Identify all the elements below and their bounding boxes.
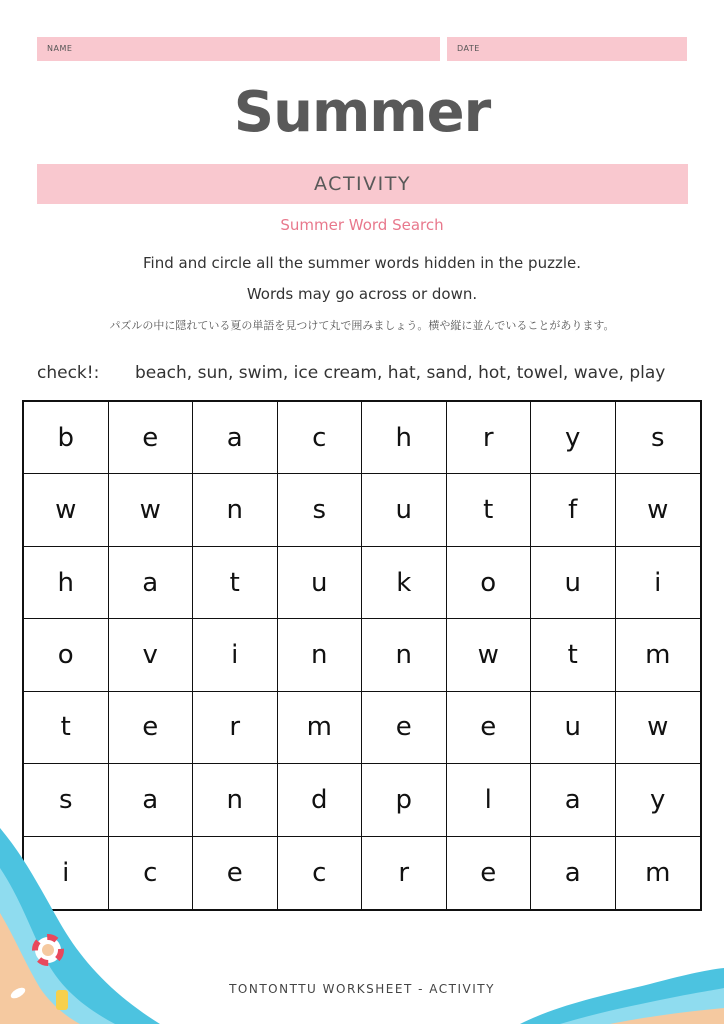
grid-cell[interactable]: n bbox=[362, 619, 447, 691]
grid-cell[interactable]: c bbox=[278, 837, 363, 909]
grid-cell[interactable]: y bbox=[531, 402, 616, 474]
grid-cell[interactable]: c bbox=[109, 837, 194, 909]
grid-cell[interactable]: u bbox=[362, 474, 447, 546]
date-field[interactable] bbox=[447, 37, 687, 61]
grid-cell[interactable]: a bbox=[531, 764, 616, 836]
grid-cell[interactable]: b bbox=[24, 402, 109, 474]
grid-cell[interactable]: i bbox=[24, 837, 109, 909]
grid-cell[interactable]: e bbox=[193, 837, 278, 909]
activity-banner bbox=[37, 164, 688, 204]
worksheet-subtitle: Summer Word Search bbox=[280, 216, 444, 234]
grid-cell[interactable]: u bbox=[278, 547, 363, 619]
grid-cell[interactable]: e bbox=[362, 692, 447, 764]
grid-cell[interactable]: t bbox=[447, 474, 532, 546]
grid-cell[interactable]: a bbox=[109, 764, 194, 836]
grid-cell[interactable]: h bbox=[24, 547, 109, 619]
grid-cell[interactable]: n bbox=[193, 764, 278, 836]
grid-cell[interactable]: i bbox=[193, 619, 278, 691]
grid-cell[interactable]: m bbox=[616, 619, 701, 691]
grid-cell[interactable]: s bbox=[278, 474, 363, 546]
instruction-line-japanese: パズルの中に隠れている夏の単語を見つけて丸で囲みましょう。横や縦に並んでいることがあります。 bbox=[109, 319, 615, 332]
grid-cell[interactable]: o bbox=[447, 547, 532, 619]
activity-label: ACTIVITY bbox=[314, 173, 411, 195]
date-label: DATE bbox=[457, 44, 480, 53]
grid-cell[interactable]: w bbox=[447, 619, 532, 691]
grid-cell[interactable]: a bbox=[531, 837, 616, 909]
grid-cell[interactable]: h bbox=[362, 402, 447, 474]
grid-cell[interactable]: d bbox=[278, 764, 363, 836]
grid-cell[interactable]: r bbox=[193, 692, 278, 764]
grid-cell[interactable]: e bbox=[109, 692, 194, 764]
grid-cell[interactable]: w bbox=[616, 474, 701, 546]
grid-cell[interactable]: u bbox=[531, 692, 616, 764]
grid-cell[interactable]: l bbox=[447, 764, 532, 836]
grid-cell[interactable]: c bbox=[278, 402, 363, 474]
grid-cell[interactable]: e bbox=[109, 402, 194, 474]
grid-cell[interactable]: w bbox=[616, 692, 701, 764]
grid-cell[interactable]: a bbox=[109, 547, 194, 619]
grid-cell[interactable]: a bbox=[193, 402, 278, 474]
name-label: NAME bbox=[47, 44, 73, 53]
grid-cell[interactable]: y bbox=[616, 764, 701, 836]
grid-cell[interactable]: n bbox=[193, 474, 278, 546]
name-field[interactable] bbox=[37, 37, 440, 61]
grid-cell[interactable]: r bbox=[447, 402, 532, 474]
grid-cell[interactable]: e bbox=[447, 837, 532, 909]
grid-cell[interactable]: s bbox=[616, 402, 701, 474]
check-label: check!: bbox=[37, 363, 100, 383]
grid-cell[interactable]: k bbox=[362, 547, 447, 619]
grid-cell[interactable]: i bbox=[616, 547, 701, 619]
grid-cell[interactable]: m bbox=[645, 857, 671, 888]
grid-cell[interactable]: p bbox=[362, 764, 447, 836]
grid-cell[interactable]: t bbox=[531, 619, 616, 691]
grid-cell[interactable]: v bbox=[109, 619, 194, 691]
grid-cell[interactable]: t bbox=[193, 547, 278, 619]
page-title: Summer bbox=[233, 80, 491, 145]
word-list: beach, sun, swim, ice cream, hat, sand, hot, towel, wave, play bbox=[135, 363, 666, 383]
grid-cell[interactable]: m bbox=[278, 692, 363, 764]
grid-cell[interactable]: r bbox=[362, 837, 447, 909]
grid-cell[interactable]: f bbox=[531, 474, 616, 546]
grid-cell[interactable]: o bbox=[24, 619, 109, 691]
grid-cell[interactable]: u bbox=[531, 547, 616, 619]
grid-cell[interactable]: n bbox=[278, 619, 363, 691]
footer-text: TONTONTTU WORKSHEET - ACTIVITY bbox=[229, 982, 495, 996]
grid-cell[interactable]: e bbox=[447, 692, 532, 764]
grid-cell[interactable]: s bbox=[24, 764, 109, 836]
grid-cell[interactable]: w bbox=[24, 474, 109, 546]
grid-cell[interactable]: t bbox=[24, 692, 109, 764]
grid-cell[interactable]: w bbox=[109, 474, 194, 546]
instruction-line-1: Find and circle all the summer words hidden in the puzzle. bbox=[143, 254, 581, 272]
instruction-line-2: Words may go across or down. bbox=[246, 285, 478, 303]
